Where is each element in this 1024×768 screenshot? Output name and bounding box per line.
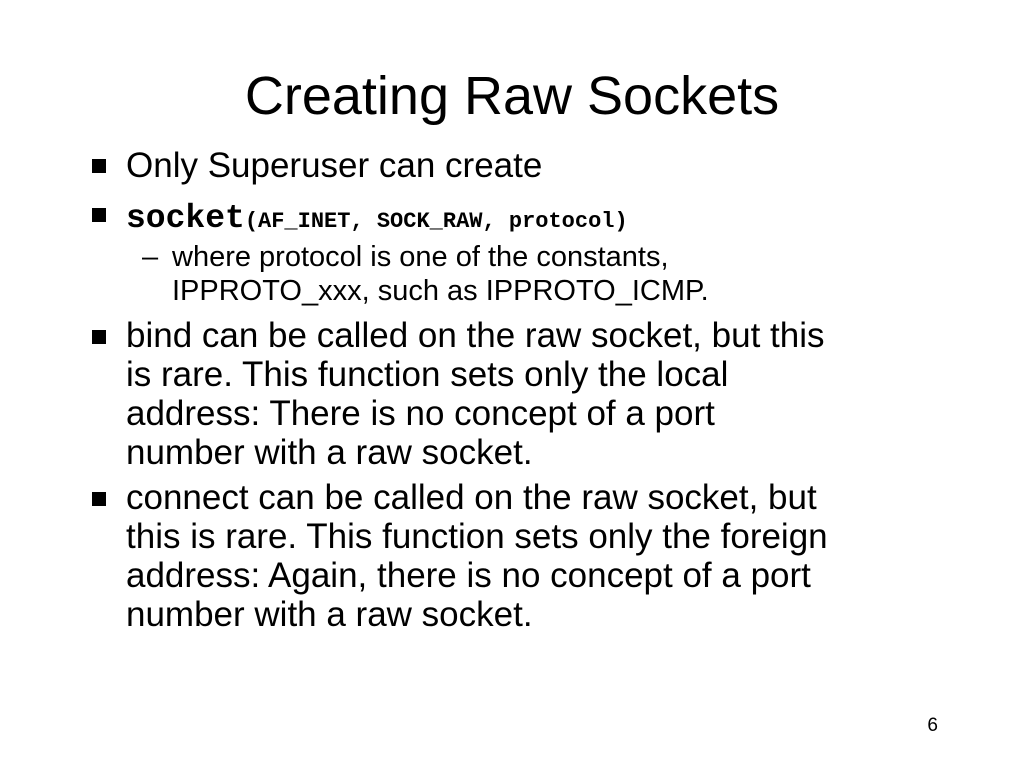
bullet-line: bind can be called on the raw socket, but this (126, 316, 825, 355)
bullet-item-superuser (92, 146, 942, 186)
sub-bullet-line: where protocol is one of the constants, (172, 241, 669, 273)
bullet-line: address: There is no concept of a port (126, 394, 715, 433)
code-function-name: socket (126, 200, 245, 237)
bullet-item-connect (92, 478, 942, 638)
square-bullet-icon (92, 159, 106, 173)
bullet-text: Only Superuser can create (126, 146, 543, 185)
bullet-line: number with a raw socket. (126, 595, 533, 634)
bullet-item-bind (92, 316, 942, 476)
bullet-line: number with a raw socket. (126, 433, 533, 472)
square-bullet-icon (92, 208, 106, 222)
bullet-item-socket-call (92, 196, 942, 236)
slide-title: Creating Raw Sockets (244, 66, 780, 126)
code-arguments: (AF_INET, SOCK_RAW, protocol) (244, 209, 628, 234)
dash-bullet-icon: – (142, 241, 159, 273)
bullet-line: this is rare. This function sets only the foreign (126, 517, 828, 556)
bullet-code (126, 196, 936, 241)
bullet-line: is rare. This function sets only the local (126, 355, 729, 394)
square-bullet-icon (92, 492, 106, 506)
sub-bullet-line: IPPROTO_xxx, such as IPPROTO_ICMP. (172, 275, 709, 307)
bullet-line: address: Again, there is no concept of a port (126, 556, 811, 595)
page-number: 6 (927, 715, 938, 736)
bullet-line: connect can be called on the raw socket, but (126, 478, 817, 517)
square-bullet-icon (92, 330, 106, 344)
sub-bullet-protocol (142, 241, 842, 311)
